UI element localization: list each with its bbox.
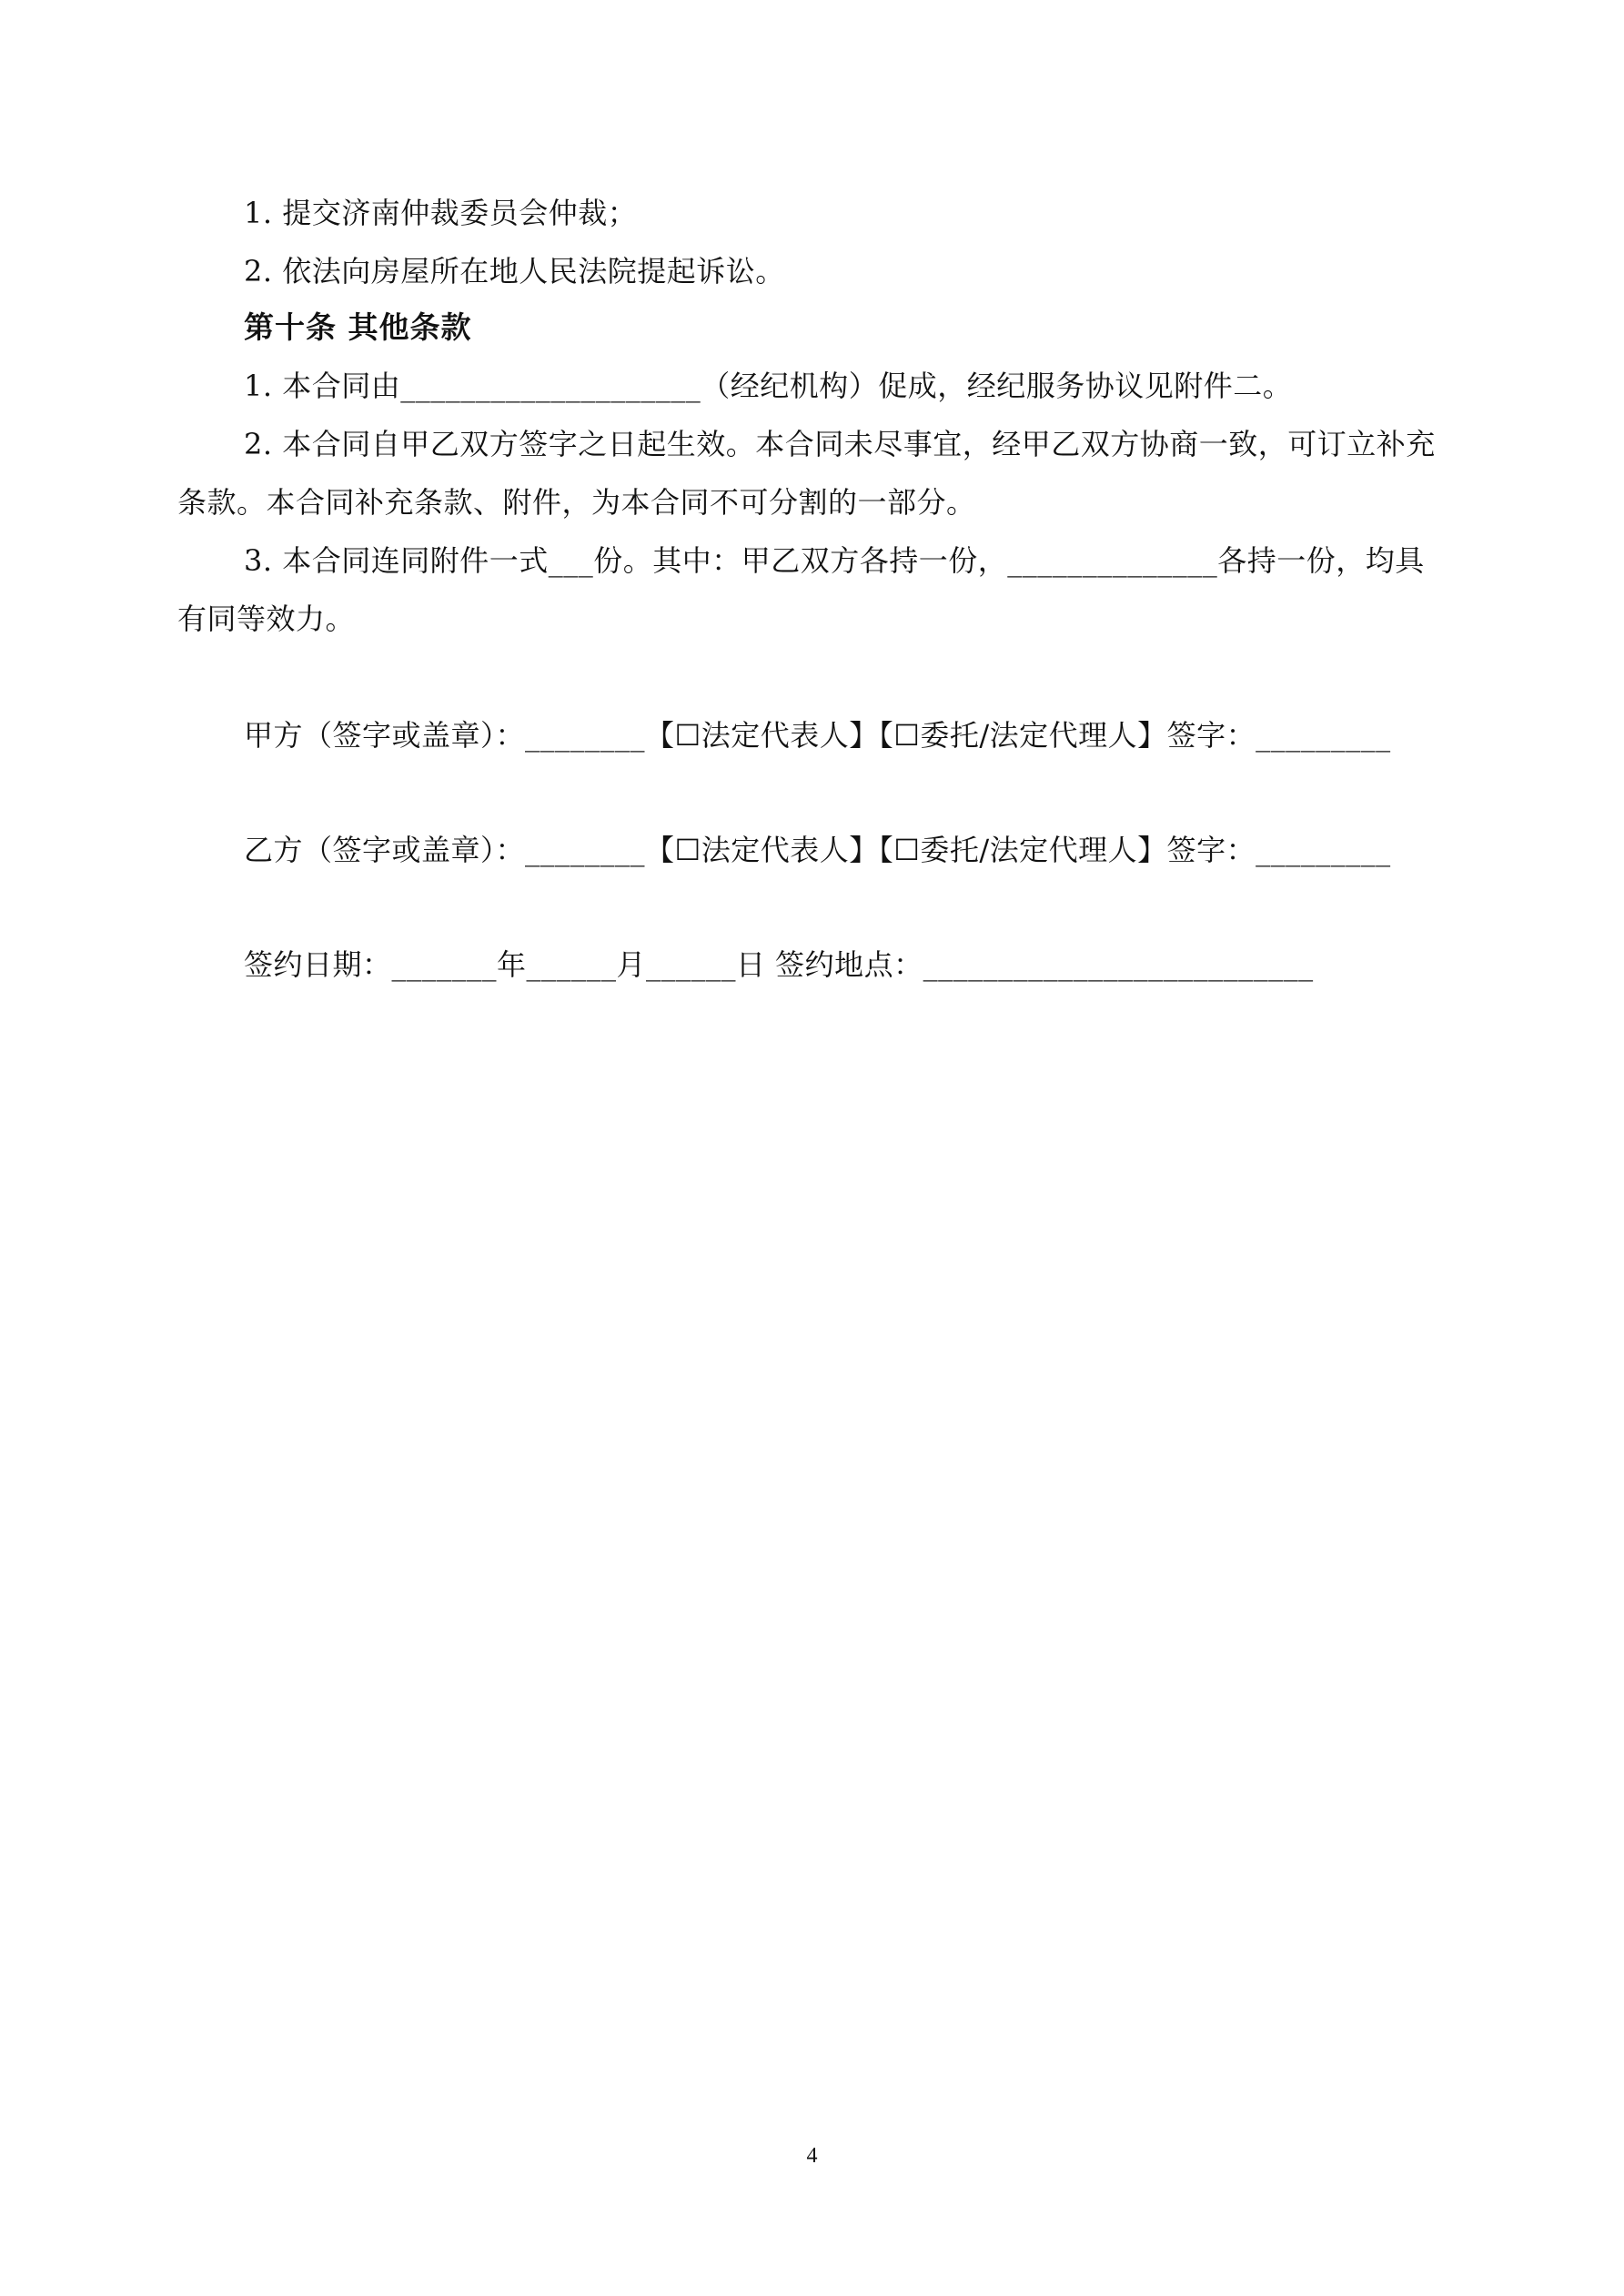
other-terms-item-3-line-1: 3. 本合同连同附件一式___份。其中：甲乙双方各持一份，______________各持一份，均具 [244,543,1425,578]
page-number: 4 [806,2144,818,2168]
party-b-signature-line: 乙方（签字或盖章）：________【☐法定代表人】【☐委托/法定代理人】签字：_________ [244,833,1391,867]
dispute-option-1: 1. 提交济南仲裁委员会仲裁； [244,196,638,230]
signing-date-and-place-line: 签约日期：_______年______月______日 签约地点：__________________________ [244,947,1314,982]
party-a-signature-line: 甲方（签字或盖章）：________【☐法定代表人】【☐委托/法定代理人】签字：_________ [244,718,1391,753]
dispute-option-2: 2. 依法向房屋所在地人民法院提起诉讼。 [244,254,785,288]
other-terms-item-3-line-2: 有同等效力。 [177,602,356,636]
other-terms-item-1: 1. 本合同由____________________（经纪机构）促成，经纪服务协议见附件二。 [244,369,1293,403]
other-terms-item-2-line-1: 2. 本合同自甲乙双方签字之日起生效。本合同未尽事宜，经甲乙双方协商一致，可订立补充 [244,427,1436,461]
other-terms-item-2-line-2: 条款。本合同补充条款、附件，为本合同不可分割的一部分。 [177,485,976,520]
section-heading: 第十条 其他条款 [244,309,472,345]
